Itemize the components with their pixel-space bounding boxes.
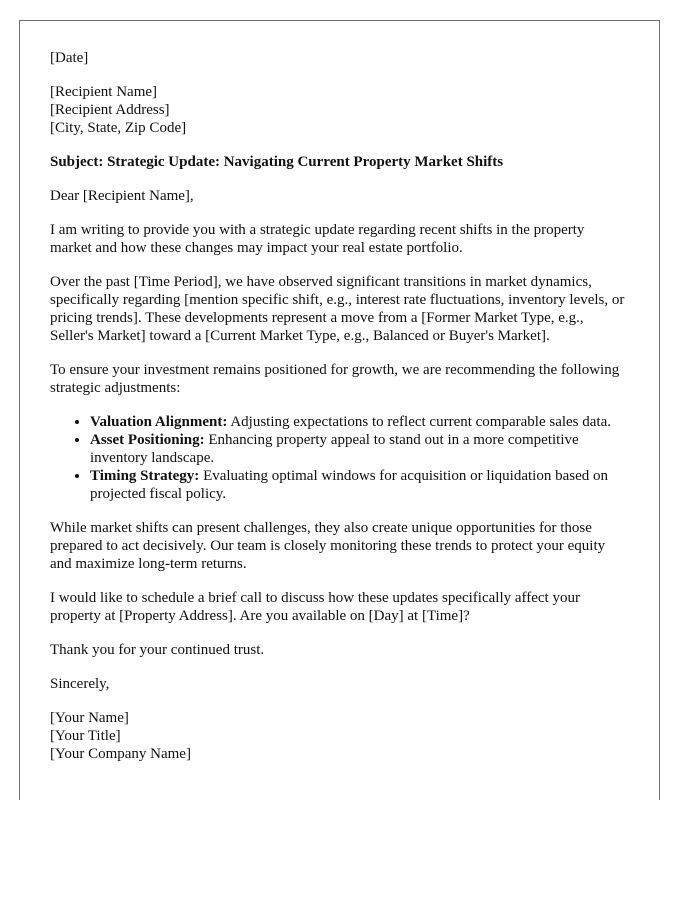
adjustment-title: Timing Strategy: <box>90 468 200 484</box>
signature-company: [Your Company Name] <box>50 746 191 762</box>
salutation: Dear [Recipient Name], <box>50 188 194 204</box>
adjustment-text: Adjusting expectations to reflect current comparable sales data. <box>227 414 611 430</box>
adjustment-title: Asset Positioning: <box>90 432 205 448</box>
signature-title: [Your Title] <box>50 728 121 744</box>
subject-line: Subject: Strategic Update: Navigating Current Property Market Shifts <box>50 154 504 170</box>
sign-off: Sincerely, <box>50 676 110 692</box>
paragraph-schedule-call: I would like to schedule a brief call to discuss how these updates specifically affect your property at [Property Address]. Are you available on [Day] at [Time]? <box>50 590 580 624</box>
date-line: [Date] <box>50 50 89 66</box>
letter-page <box>19 20 660 800</box>
adjustment-text: Enhancing property appeal to stand out in a more competitive inventory landscape. <box>90 432 579 466</box>
list-item <box>90 413 629 431</box>
recipient-address: [Recipient Address] <box>50 102 170 118</box>
signature-block <box>50 709 629 763</box>
paragraph-opportunities: While market shifts can present challenges, they also create unique opportunities for those prepared to act decisively. Our team is closely monitoring these trends to protect your equity and maximize long-term returns. <box>50 520 606 572</box>
paragraph-recommendations: To ensure your investment remains positioned for growth, we are recommending the following strategic adjustments: <box>50 362 620 396</box>
paragraph-thanks: Thank you for your continued trust. <box>50 642 265 658</box>
adjustment-text: Evaluating optimal windows for acquisition or liquidation based on projected fiscal policy. <box>90 468 608 502</box>
adjustments-list <box>50 413 629 503</box>
signature-name: [Your Name] <box>50 710 129 726</box>
adjustment-title: Valuation Alignment: <box>90 414 228 430</box>
paragraph-market-dynamics: Over the past [Time Period], we have observed significant transitions in market dynamics, specifically regarding [mention specific shift, e.g., interest rate fluctuations, inventory levels, or pricing trends]. These developments represent a move from a [Former Market Type, e.g., Seller's Market] toward a [Current Market Type, e.g., Balanced or Buyer's Market]. <box>50 274 625 344</box>
recipient-block <box>50 83 629 137</box>
paragraph-intro: I am writing to provide you with a strategic update regarding recent shifts in the property market and how these changes may impact your real estate portfolio. <box>50 222 585 256</box>
letter-body <box>20 21 659 763</box>
list-item <box>90 431 629 467</box>
recipient-name: [Recipient Name] <box>50 84 158 100</box>
list-item <box>90 467 629 503</box>
recipient-city-state-zip: [City, State, Zip Code] <box>50 120 187 136</box>
